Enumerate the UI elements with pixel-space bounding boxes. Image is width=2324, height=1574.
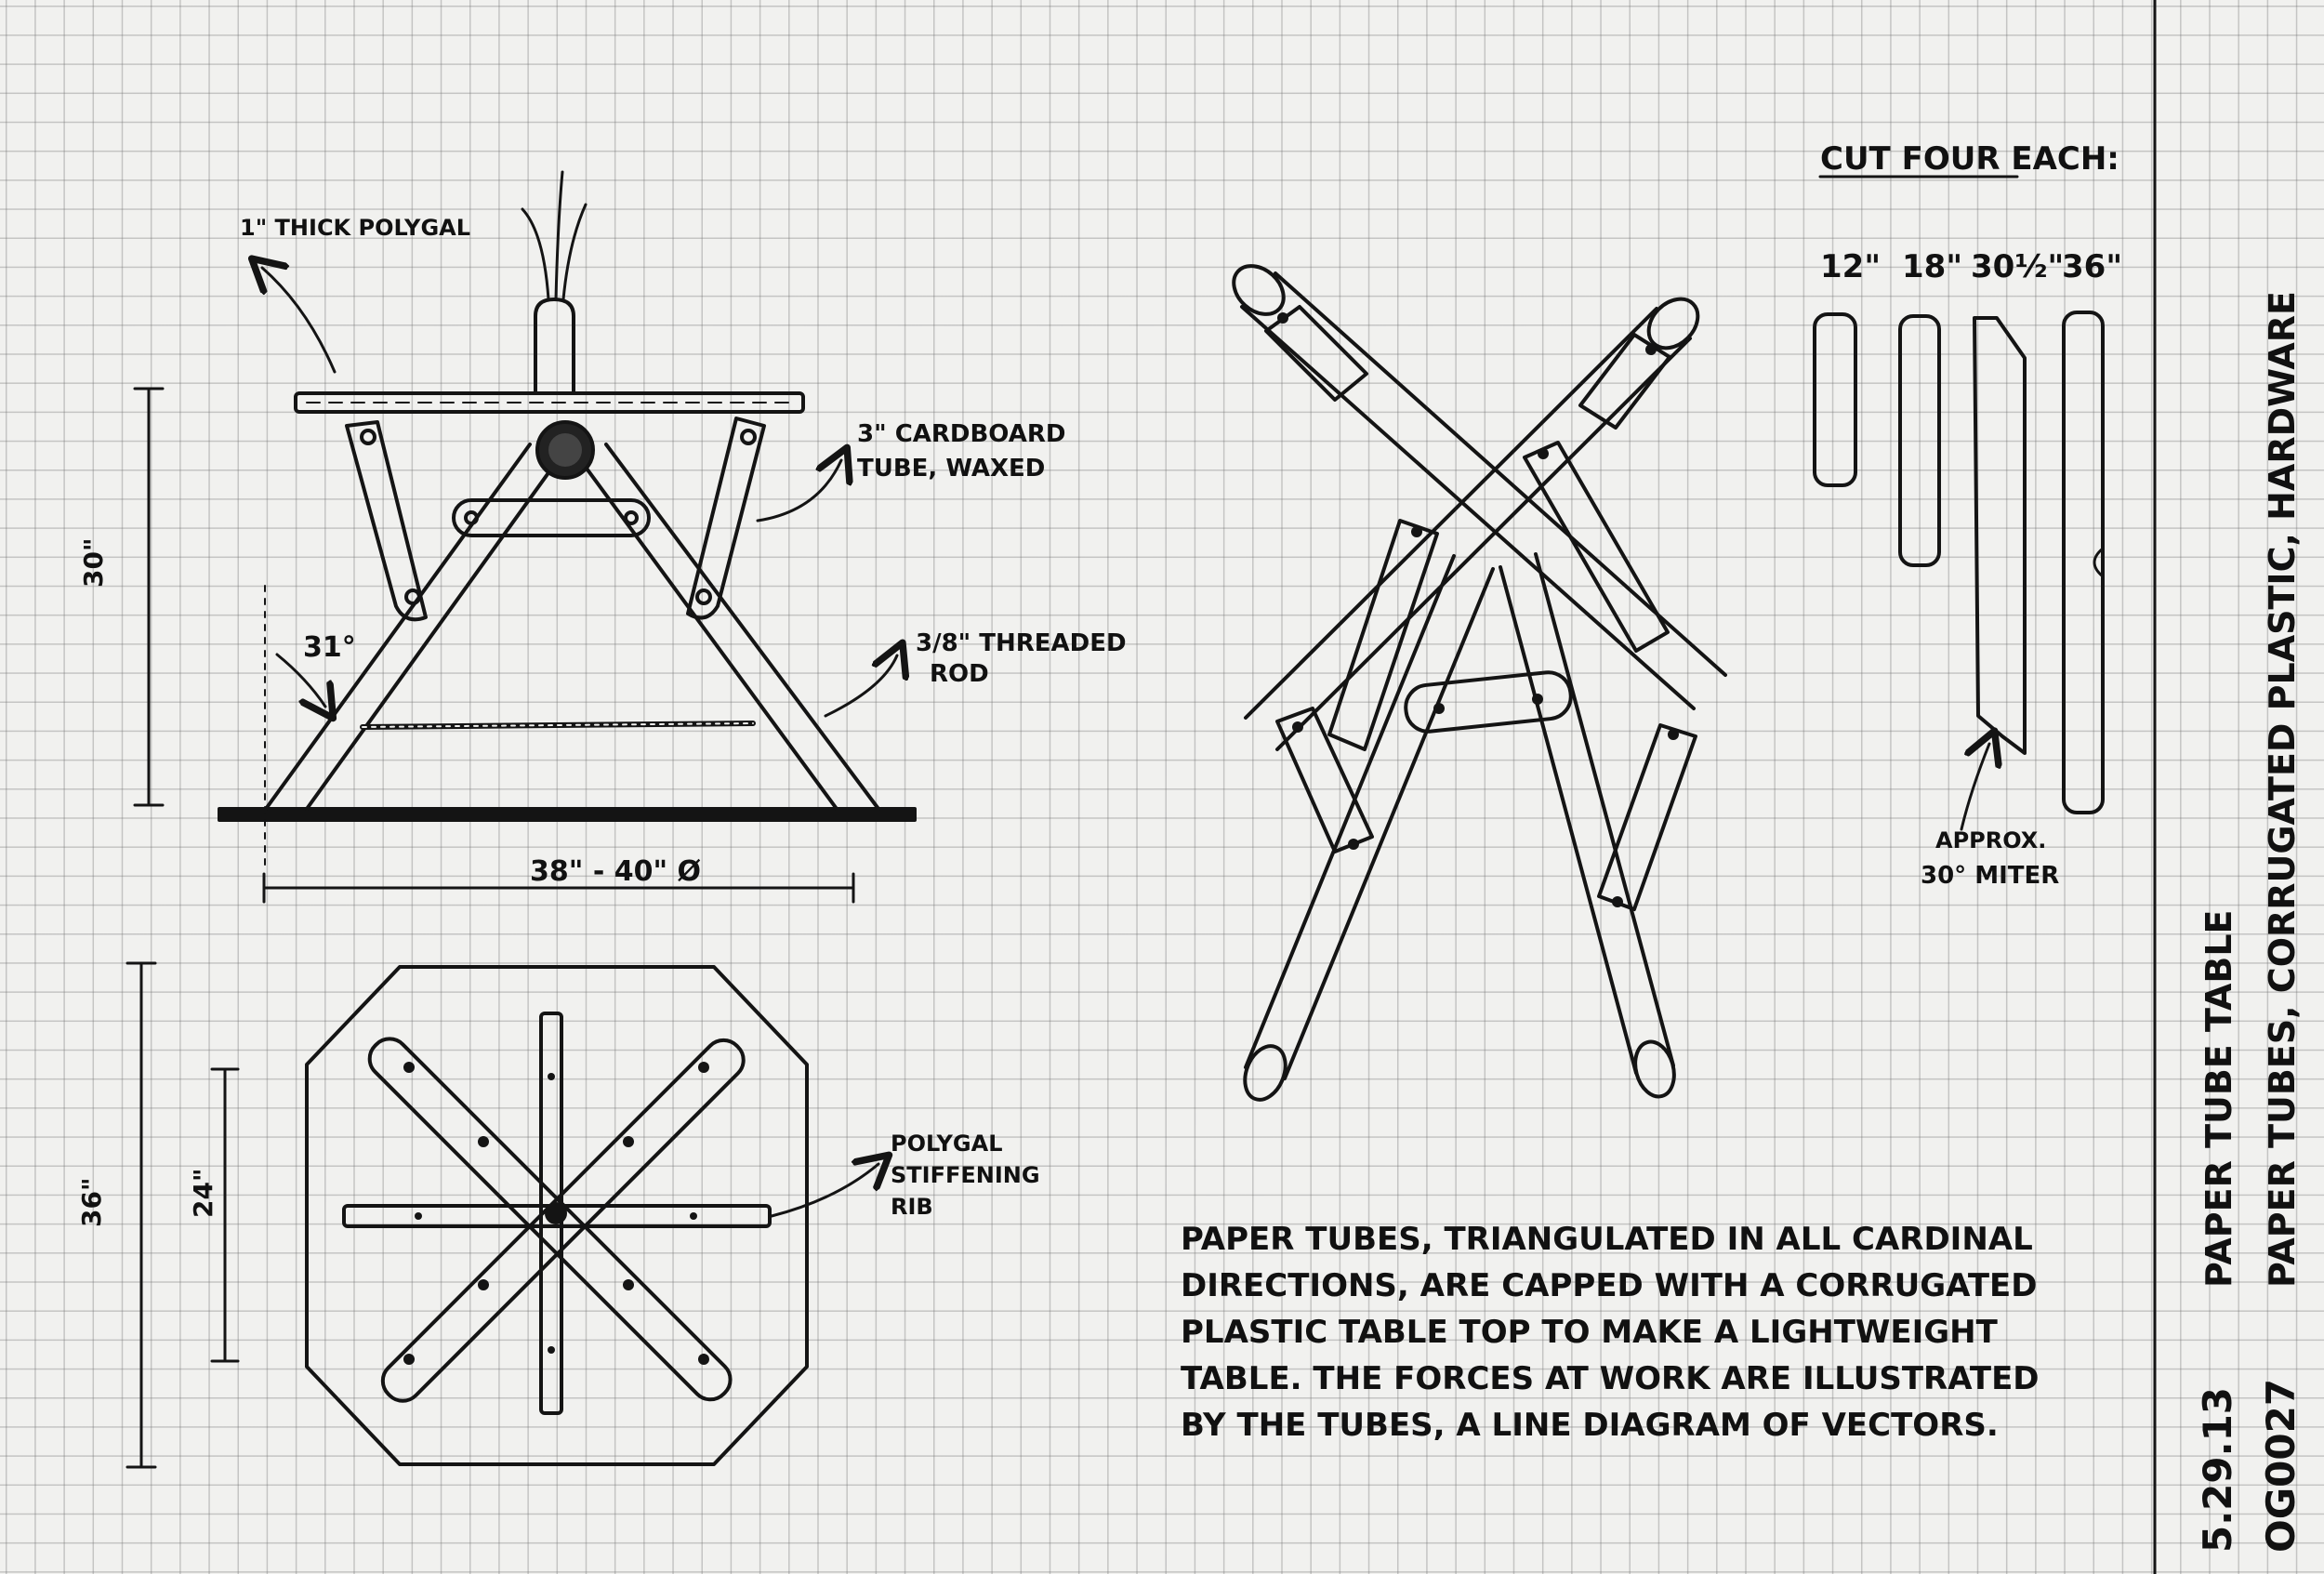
polygal-top-label: 1" THICK POLYGAL xyxy=(240,215,471,241)
rib-label-line3: RIB xyxy=(891,1194,933,1220)
rib-label-line1: POLYGAL xyxy=(891,1131,1003,1157)
title-block xyxy=(2155,0,2304,1574)
tube-callout-arrow xyxy=(758,460,841,521)
tube-36in xyxy=(2064,312,2103,813)
height-label: 30" xyxy=(78,537,109,588)
rod-label-line1: 3/8" THREADED xyxy=(916,629,1127,657)
outer-dimension-label: 36" xyxy=(76,1177,107,1227)
note-line-3: PLASTIC TABLE TOP TO MAKE A LIGHTWEIGHT xyxy=(1181,1314,1998,1351)
rod-callout-arrow xyxy=(825,655,897,716)
cut-list-heading: CUT FOUR EACH: xyxy=(1820,140,2119,178)
miter-note-line1: APPROX. xyxy=(1935,827,2047,853)
miter-note-line2: 30° MITER xyxy=(1921,862,2060,890)
tube-label-line1: 3" CARDBOARD xyxy=(857,420,1066,448)
tube-30-5in xyxy=(1974,318,2025,753)
inner-dimension-label: 24" xyxy=(188,1168,218,1218)
lower-strut-right xyxy=(1599,725,1696,909)
cut-length-1: 12" xyxy=(1820,248,1882,285)
perspective-view xyxy=(1224,257,1725,1106)
right-short-strut xyxy=(688,418,764,618)
table-top-slab xyxy=(296,393,803,412)
plan-view xyxy=(76,963,1040,1467)
sheet-title: PAPER TUBE TABLE xyxy=(2199,909,2239,1288)
note-line-4: TABLE. THE FORCES AT WORK ARE ILLUSTRATED xyxy=(1181,1360,2040,1397)
cut-length-3: 30½" xyxy=(1971,248,2065,285)
sheet-date: 5.29.13 xyxy=(2195,1386,2240,1553)
rib-label-line2: STIFFENING xyxy=(891,1162,1040,1188)
rod-label-line2: ROD xyxy=(930,660,989,688)
plant-stems xyxy=(522,172,586,299)
elevation-view xyxy=(78,172,1127,902)
polygal-callout-arrow xyxy=(262,268,335,372)
front-leg-left xyxy=(1246,556,1493,1078)
miter-callout-arrow xyxy=(1961,744,1989,829)
sheet-code: OG0027 xyxy=(2258,1378,2304,1553)
cut-length-4: 36" xyxy=(2062,248,2123,285)
design-notes xyxy=(1181,1221,2040,1444)
note-line-1: PAPER TUBES, TRIANGULATED IN ALL CARDINAL xyxy=(1181,1221,2033,1258)
horizontal-brace xyxy=(454,500,649,536)
note-line-5: BY THE TUBES, A LINE DIAGRAM OF VECTORS. xyxy=(1181,1407,1999,1444)
front-leg-right xyxy=(1500,554,1673,1073)
cut-length-2: 18" xyxy=(1902,248,1963,285)
width-label: 38" - 40" Ø xyxy=(530,855,702,888)
sheet-materials: PAPER TUBES, CORRUGATED PLASTIC, HARDWARE xyxy=(2262,291,2303,1288)
note-line-2: DIRECTIONS, ARE CAPPED WITH A CORRUGATED xyxy=(1181,1267,2038,1304)
tube-label-line2: TUBE, WAXED xyxy=(857,455,1046,483)
tube-18in xyxy=(1900,316,1939,565)
tube-12in xyxy=(1815,314,1855,485)
floor-slab xyxy=(219,809,915,820)
rib-callout-arrow xyxy=(772,1164,878,1216)
angle-label: 31° xyxy=(303,631,356,664)
cut-list xyxy=(1815,140,2122,890)
vase xyxy=(535,299,574,393)
long-tube-a xyxy=(1242,273,1725,708)
lower-strut-left xyxy=(1277,708,1372,852)
